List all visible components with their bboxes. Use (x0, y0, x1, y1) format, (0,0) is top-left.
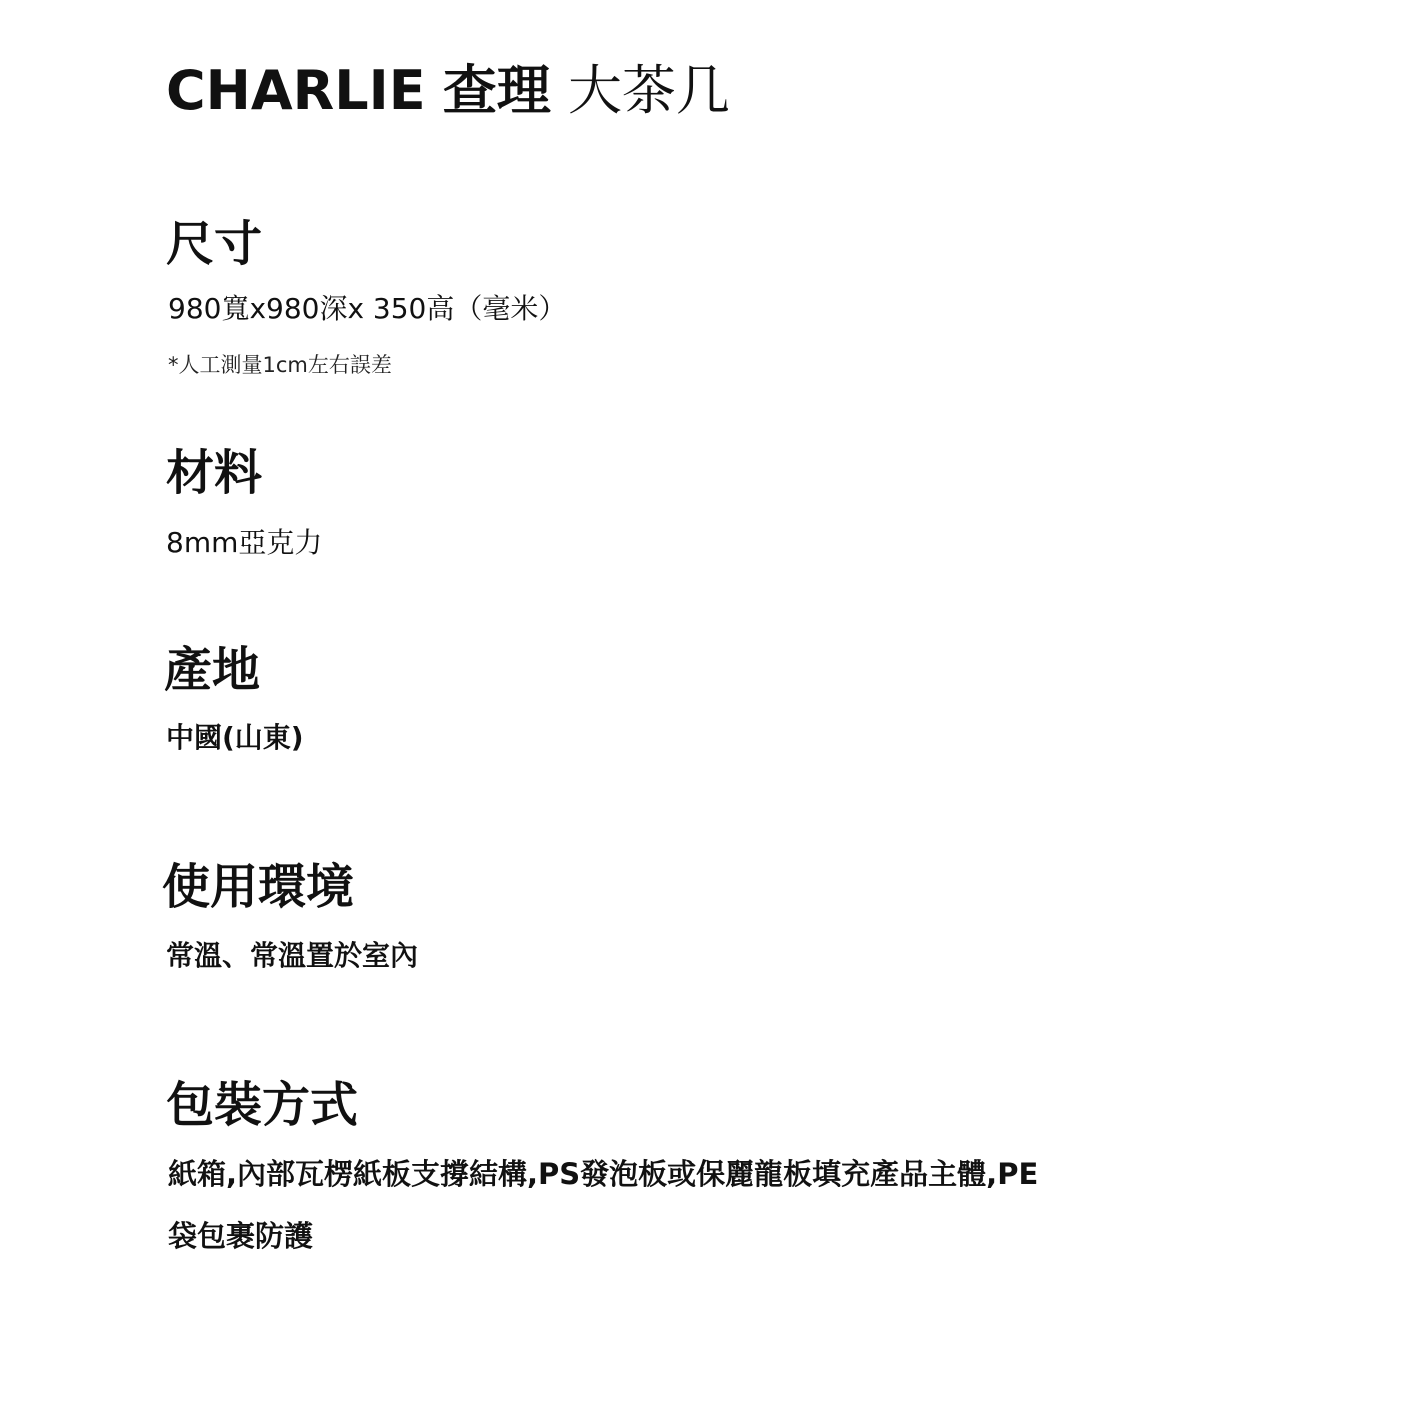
packaging-value (168, 1143, 1148, 1267)
environment-heading: 使用環境 (162, 859, 355, 915)
origin-heading: 產地 (164, 642, 261, 698)
product-type: 大茶几 (567, 59, 730, 122)
size-value: 980寬x980深x 350高（毫米） (168, 292, 567, 325)
material-value: 8mm亞克力 (166, 526, 323, 559)
packaging-line-2: 袋包裹防護 (168, 1219, 314, 1253)
packaging-line-1: 紙箱,內部瓦楞紙板支撐結構,PS發泡板或保麗龍板填充產品主體,PE (168, 1157, 1039, 1191)
page-title (166, 58, 730, 124)
environment-value: 常溫、常溫置於室內 (166, 939, 419, 972)
origin-value: 中國(山東) (166, 721, 304, 754)
material-heading: 材料 (166, 445, 263, 501)
packaging-heading: 包裝方式 (166, 1077, 359, 1133)
size-heading: 尺寸 (166, 216, 263, 272)
product-name-en: CHARLIE (166, 59, 426, 122)
product-name-zh: 查理 (442, 59, 551, 122)
size-note: *人工測量1cm左右誤差 (168, 353, 392, 377)
